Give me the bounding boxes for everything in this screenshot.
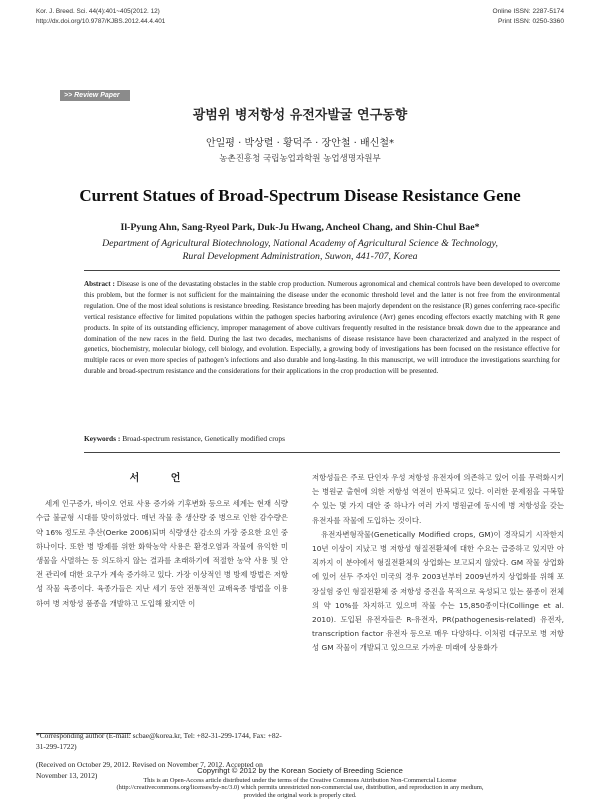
keywords xyxy=(84,434,560,443)
license-line-2[interactable]: (http://creativecommons.org/licenses/by-nc/3.0) which permits unrestricted non-commercial use, distribution, and reproduction in any medium, xyxy=(116,784,484,792)
english-affiliation xyxy=(40,237,560,263)
abstract xyxy=(84,279,560,377)
received-dates: (Received on October 29, 2012. Revised on November 7, 2012. Accepted on November 13, 2012) xyxy=(36,760,263,780)
print-issn: Print ISSN: 0250-3360 xyxy=(498,18,564,25)
abstract-top-rule xyxy=(84,270,560,271)
abstract-text: Disease is one of the devastating obstacles in the stable crop production. Numerous agronomical and chemical controls have been developed to overcome this problem, but the former is not sufficient for the maintaining the disease under the economic threshold level and the latter is not free from the environmental regulation. One of the most ideal solutions is resistance breeding. Resistance breeding has been majorly dependent on the resistance (R) genes conferring race-specific vertical resistance effective for limited populations within the pathogen species harboring avirulence (Avr) genes encoding effectors exactly matching with R gene products. In spite of its outstanding efficiency, improper management of above cultivars frequently resulted in the resistance break down due to the appearance and domination of the new races in the field. During the last two decades, mechanisms of disease resistance have been characterized and analyzed in the respect of genetics, biochemistry, molecular biology, cell biology, and evolution. Especially, a growing body of investigations has been focused on the resistance effective for multiple races or even more species of pathogen’s infections and also durable and long-lasting. In this manuscript, we will introduce the investigations searching for durable and broad-spectrum resistance and the considerations for their applications in the crop production will be presented. xyxy=(84,280,560,376)
korean-title: 광범위 병저항성 유전자발굴 연구동향 xyxy=(192,108,408,123)
affiliation-line-2: Rural Development Administration, Suwon, 441-707, Korea xyxy=(182,251,418,262)
right-column xyxy=(312,471,564,656)
section-heading-introduction: 서 언 xyxy=(129,473,195,484)
journal-citation: Kor. J. Breed. Sci. 44(4):401~405(2012. 12) xyxy=(36,8,160,15)
english-title: Current Statues of Broad-Spectrum Disease Resistance Gene xyxy=(79,186,521,205)
copyright-line: Copyrihgt © 2012 by the Korean Society of Breeding Science xyxy=(197,766,403,775)
running-header-right xyxy=(493,7,564,27)
article-type-badge: >> Review Paper xyxy=(60,90,130,101)
keywords-text: Broad-spectrum resistance, Genetically modified crops xyxy=(122,434,285,443)
license-line-3: provided the original work is properly cited. xyxy=(243,791,357,799)
body-paragraph: 유전자변형작물(Genetically Modified crops, GM)이 경작되기 시작한지 10년 이상이 지났고 병 저항성 형질전환체에 대한 수요는 급증하고 있지만 아직까지 이 분야에서 형질전환체의 상업화는 보고되지 않았다. GM 작물 상업화에 있어 선두 주자인 미국의 경우 2003년부터 2009년까지 상업화를 위해 포장실험 중인 형질전환체 중 저항성 증진을 목적으로 육성되고 있는 품종이 전체의 약 10%를 차지하고 있으며 작물 수는 15,850종이다(Collinge et al. 2010). 도입된 유전자들은 R-유전자, PR(pathogenesis-related) 유전자, transcription factor 유전자 등으로 매우 다양하다. 이처럼 대규모로 병 저항성 GM 작물이 개발되고 있으므로 가까운 미래에 상용화가 xyxy=(312,529,564,653)
online-issn: Online ISSN: 2287-5174 xyxy=(492,8,564,15)
keywords-bottom-rule xyxy=(84,452,560,453)
license-notice xyxy=(40,777,560,799)
left-column xyxy=(36,470,288,611)
keywords-label: Keywords : xyxy=(84,434,121,443)
license-line-1: This is an Open-Access article distributed under the terms of the Creative Commons Attribution Non-Commercial License xyxy=(143,777,457,784)
body-paragraph: 저항성들은 주로 단인자 우성 저항성 유전자에 의존하고 있어 이를 무력화시키는 병원균 출현에 의한 저항성 역전이 반복되고 있다. 이러한 문제점을 극복할 수 있는 몇 가지 대안 중 하나가 여러 가지 병원균에 동시에 병 저항성을 갖는 유전자를 작물에 도입하는 것이다. xyxy=(312,473,564,525)
doi-link[interactable]: http://dx.doi.org/10.9787/KJBS.2012.44.4.401 xyxy=(36,18,166,25)
korean-affiliation: 농촌진흥청 국립농업과학원 농업생명자원부 xyxy=(219,154,381,164)
affiliation-line-1: Department of Agricultural Biotechnology, National Academy of Agricultural Science & Technology, xyxy=(102,238,498,249)
corresponding-author: *Corresponding author (E-mail: scbae@korea.kr, Tel: +82-31-299-1744, Fax: +82-31-299-1722) xyxy=(36,731,282,751)
body-paragraph: 세계 인구증가, 바이오 연료 사용 증가와 기후변화 등으로 세계는 현재 식량 수급 불균형 시대를 맞이하였다. 매년 작물 총 생산량 중 병으로 인한 감수량은 약 16% 정도로 추산(Oerke 2006)되며 식량생산 감소의 가장 중요한 요인 중 하나이다. 또한 병 방제를 위한 화학농약 사용은 환경오염과 작물에 유익한 미생물을 사멸하는 등 의도하지 않는 결과를 초래하기에 적절한 농약 사용 및 안전 관리에 대한 요구가 계속 증가하고 있다. 가장 이상적인 병 방제 방법은 저항성 작물 육종이다. 육종가들은 지난 세기 동안 전통적인 교배육종 방법을 이용하여 병 저항성 품종을 개발하고 도입해 왔지만 이 xyxy=(36,499,288,608)
abstract-label: Abstract : xyxy=(84,280,115,288)
running-header-left xyxy=(36,7,165,27)
korean-authors: 안일평 · 박상렬 · 황덕주 · 장안철 · 배신철* xyxy=(205,138,395,149)
english-authors: Il-Pyung Ahn, Sang-Ryeol Park, Duk-Ju Hwang, Ancheol Chang, and Shin-Chul Bae* xyxy=(120,222,480,233)
